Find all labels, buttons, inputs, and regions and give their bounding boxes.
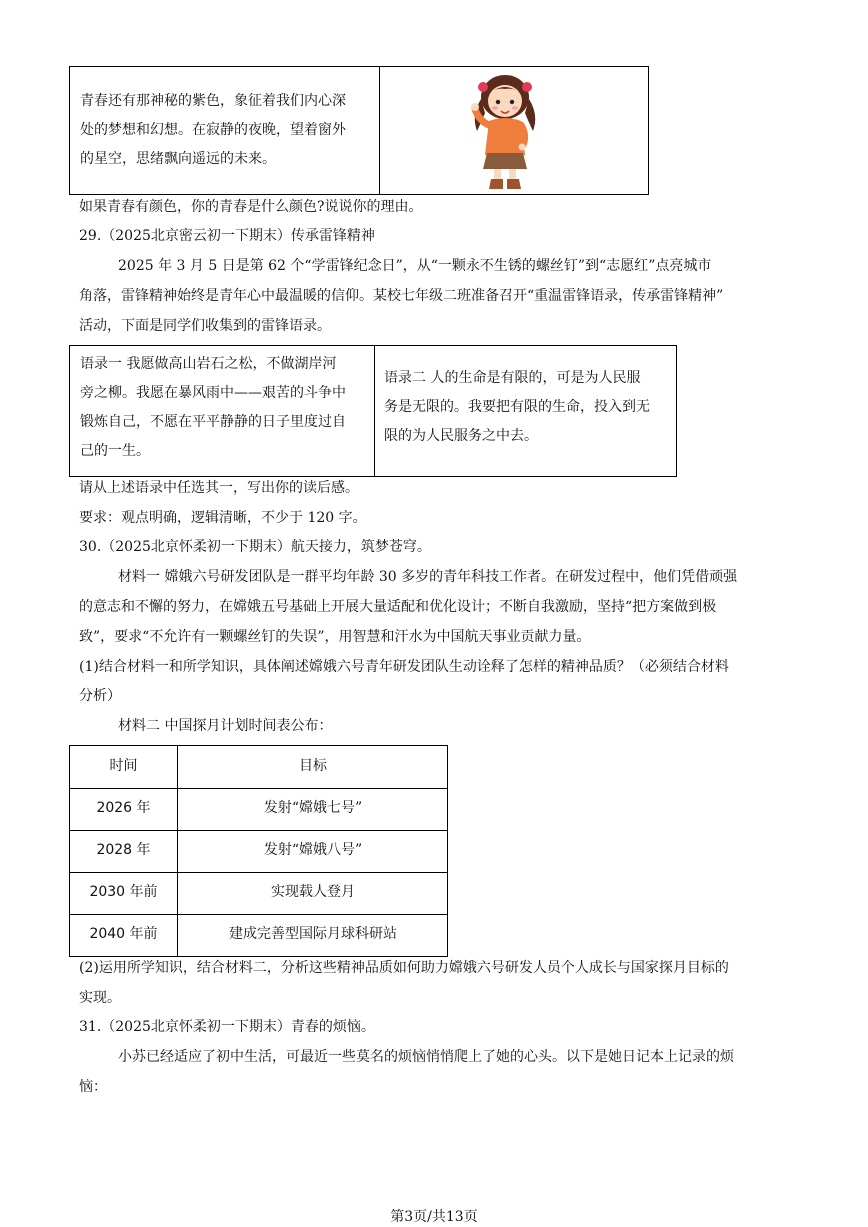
table-divider: [374, 346, 375, 476]
quote-line: 语录二 人的生命是有限的，可是为人民服: [384, 370, 641, 386]
q30-sub2-line: 实现。: [79, 990, 121, 1006]
table-cell-time: 2040 年前: [89, 926, 158, 942]
material1-line: 材料一 嫦娥六号研发团队是一群平均年龄 30 多岁的青年科技工作者。在研发过程中，他们凭借顽强: [118, 569, 738, 585]
table-rule: [70, 872, 447, 873]
text-line: 青春还有那神秘的紫色，象征着我们内心深: [80, 93, 346, 109]
table-rule: [70, 830, 447, 831]
table-header-time: 时间: [109, 758, 138, 774]
text-line: 的星空，思绪飘向遥远的未来。: [80, 151, 276, 167]
quote-line: 语录一 我愿做高山岩石之松，不做湖岸河: [80, 356, 337, 372]
table-cell-goal: 发射“嫦娥七号”: [263, 800, 363, 816]
table-cell-goal: 发射“嫦娥八号”: [263, 842, 363, 858]
lunar-schedule-table: [69, 745, 448, 957]
q30-sub2-line: (2)运用所学知识，结合材料二，分析这些精神品质如何助力嫦娥六号研发人员个人成长与国家探月目标的: [79, 960, 729, 976]
q29-para-line: 2025 年 3 月 5 日是第 62 个“学雷锋纪念日”，从“一颗永不生锈的螺丝钉”到“志愿红”点亮城市: [118, 258, 712, 274]
table-cell-time: 2028 年: [96, 842, 151, 858]
material1-line: 的意志和不懈的努力，在嫦娥五号基础上开展大量适配和优化设计；不断自我激励，坚持“把方案做到极: [79, 599, 717, 615]
girl-illustration: [465, 69, 545, 193]
table-divider: [379, 67, 380, 194]
quote-line: 务是无限的。我要把有限的生命，投入到无: [384, 399, 650, 415]
q31-para-line: 恼：: [79, 1079, 107, 1095]
material1-line: 致”，要求“不允许有一颗螺丝钉的失误”，用智慧和汗水为中国航天事业贡献力量。: [79, 629, 591, 645]
quote-line: 己的一生。: [80, 443, 150, 459]
purple-color-table: [69, 66, 649, 195]
page-footer: 第3页/共13页: [390, 1209, 478, 1225]
table-cell-goal: 建成完善型国际月球科研站: [229, 926, 397, 942]
quote-table: [69, 345, 677, 477]
quote-line: 旁之柳。我愿在暴风雨中——艰苦的斗争中: [80, 385, 346, 401]
quote-two-cell: [384, 364, 672, 451]
quote-one-cell: [80, 350, 368, 466]
table-cell-time: 2030 年前: [89, 884, 158, 900]
q29-requirement: 要求：观点明确，逻辑清晰，不少于 120 字。: [79, 510, 367, 526]
quote-line: 锻炼自己，不愿在平平静静的日子里度过自: [80, 414, 346, 430]
q30-sub1-line: 分析）: [79, 688, 121, 704]
material2-title: 材料二 中国探月计划时间表公布：: [118, 718, 333, 734]
table-rule: [70, 788, 447, 789]
table-header-goal: 目标: [299, 758, 327, 774]
table-rule: [70, 914, 447, 915]
quote-line: 限的为人民服务之中去。: [384, 428, 538, 444]
purple-text-cell: [80, 87, 375, 174]
table-cell-time: 2026 年: [96, 800, 151, 816]
q29-para-line: 角落，雷锋精神始终是青年心中最温暖的信仰。某校七年级二班准备召开“重温雷锋语录，传承雷锋精神”: [79, 288, 724, 304]
table-cell-goal: 实现载人登月: [271, 884, 355, 900]
q30-sub1-line: (1)结合材料一和所学知识，具体阐述嫦娥六号青年研发团队生动诠释了怎样的精神品质？（必须结合材料: [79, 659, 729, 675]
q29-heading: 29.（2025北京密云初一下期末）传承雷锋精神: [79, 228, 375, 244]
q29-para-line: 活动，下面是同学们收集到的雷锋语录。: [79, 318, 331, 334]
q31-heading: 31.（2025北京怀柔初一下期末）青春的烦恼。: [79, 1019, 375, 1035]
q30-heading: 30.（2025北京怀柔初一下期末）航天接力，筑梦苍穹。: [79, 539, 431, 555]
text-line: 处的梦想和幻想。在寂静的夜晚，望着窗外: [80, 122, 346, 138]
q31-para-line: 小苏已经适应了初中生活，可最近一些莫名的烦恼悄悄爬上了她的心头。以下是她日记本上记录的烦: [118, 1049, 734, 1065]
q28-prompt: 如果青春有颜色，你的青春是什么颜色?说说你的理由。: [79, 199, 423, 215]
q29-task: 请从上述语录中任选其一，写出你的读后感。: [79, 480, 359, 496]
